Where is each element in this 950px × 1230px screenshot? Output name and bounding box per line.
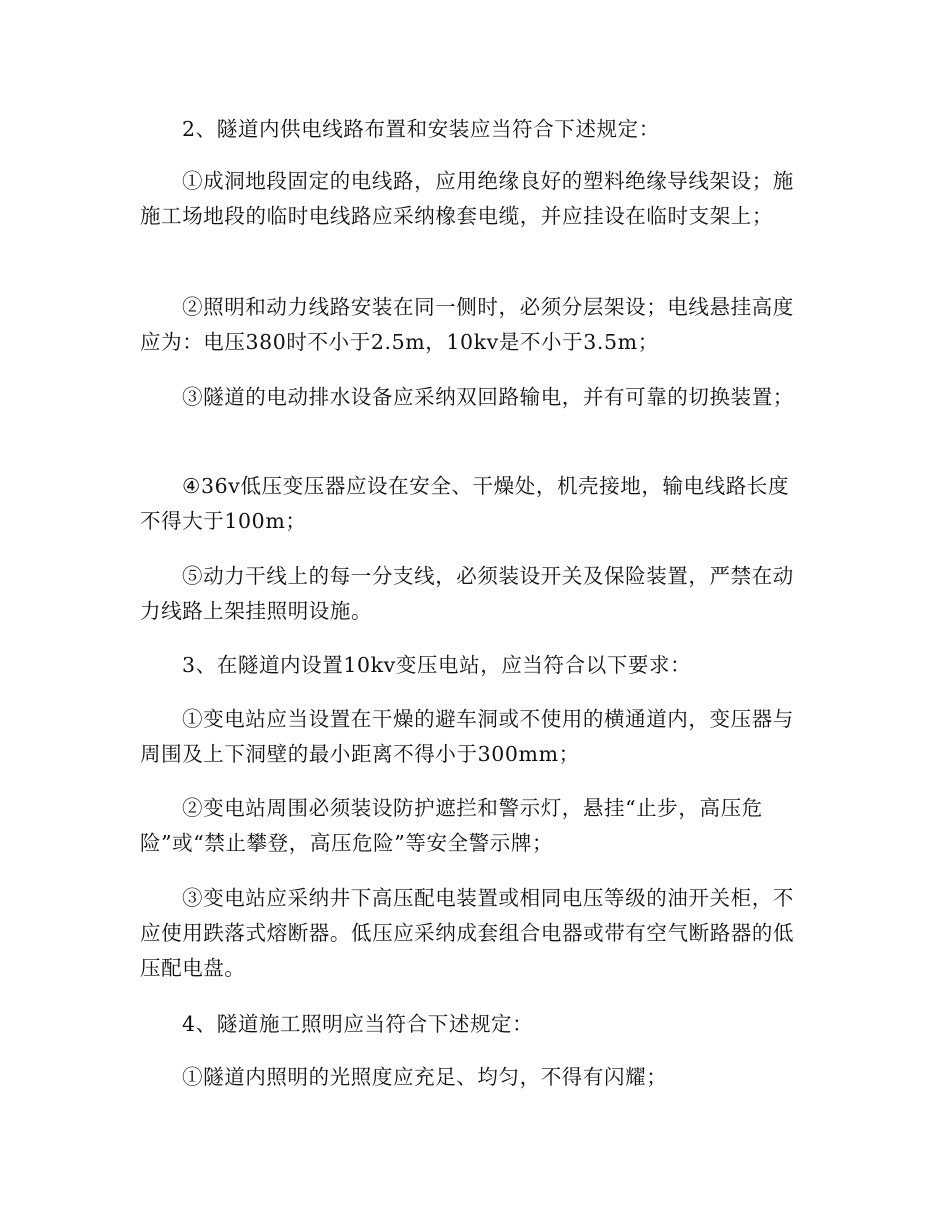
paragraph-item-2: ②照明和动力线路安装在同一侧时，必须分层架设；电线悬挂高度应为：电压380时不小于2.5m，10kv是不小于3.5m； — [140, 295, 794, 354]
paragraph-item-3: ③隧道的电动排水设备应采纳双回路输电，并有可靠的切换装置； — [182, 385, 794, 409]
paragraph-section-3-item-3: ③变电站应采纳井下高压配电装置或相同电压等级的油开关柜，不应使用跌落式熔断器。低压应采纳成套组合电器或带有空气断路器的低压配电盘。 — [140, 886, 795, 980]
paragraph-section-2-heading: 2、隧道内供电线路布置和安装应当符合下述规定： — [182, 117, 660, 141]
paragraph-section-3-item-2: ②变电站周围必须装设防护遮拦和警示灯，悬挂“止步，高压危险”或“禁止攀登，高压危险”等安全警示牌； — [140, 796, 763, 855]
paragraph-item-1: ①成洞地段固定的电线路，应用绝缘良好的塑料绝缘导线架设；施施工场地段的临时电线路应采纳橡套电缆，并应挂设在临时支架上； — [140, 169, 794, 228]
paragraph-section-4-item-1: ①隧道内照明的光照度应充足、均匀，不得有闪耀； — [182, 1065, 668, 1089]
paragraph-section-3-item-1: ①变电站应当设置在干燥的避车洞或不使用的横通道内，变压器与周围及上下洞壁的最小距离不得小于300mm； — [140, 707, 794, 766]
paragraph-section-3-heading: 3、在隧道内设置10kv变压电站，应当符合以下要求： — [182, 653, 692, 677]
paragraph-section-4-heading: 4、隧道施工照明应当符合下述规定： — [182, 1012, 534, 1036]
paragraph-item-4: ④36v低压变压器应设在安全、干燥处，机壳接地，输电线路长度不得大于100m； — [140, 474, 790, 533]
paragraph-item-5: ⑤动力干线上的每一分支线，必须装设开关及保险装置，严禁在动力线路上架挂照明设施。 — [140, 564, 794, 623]
